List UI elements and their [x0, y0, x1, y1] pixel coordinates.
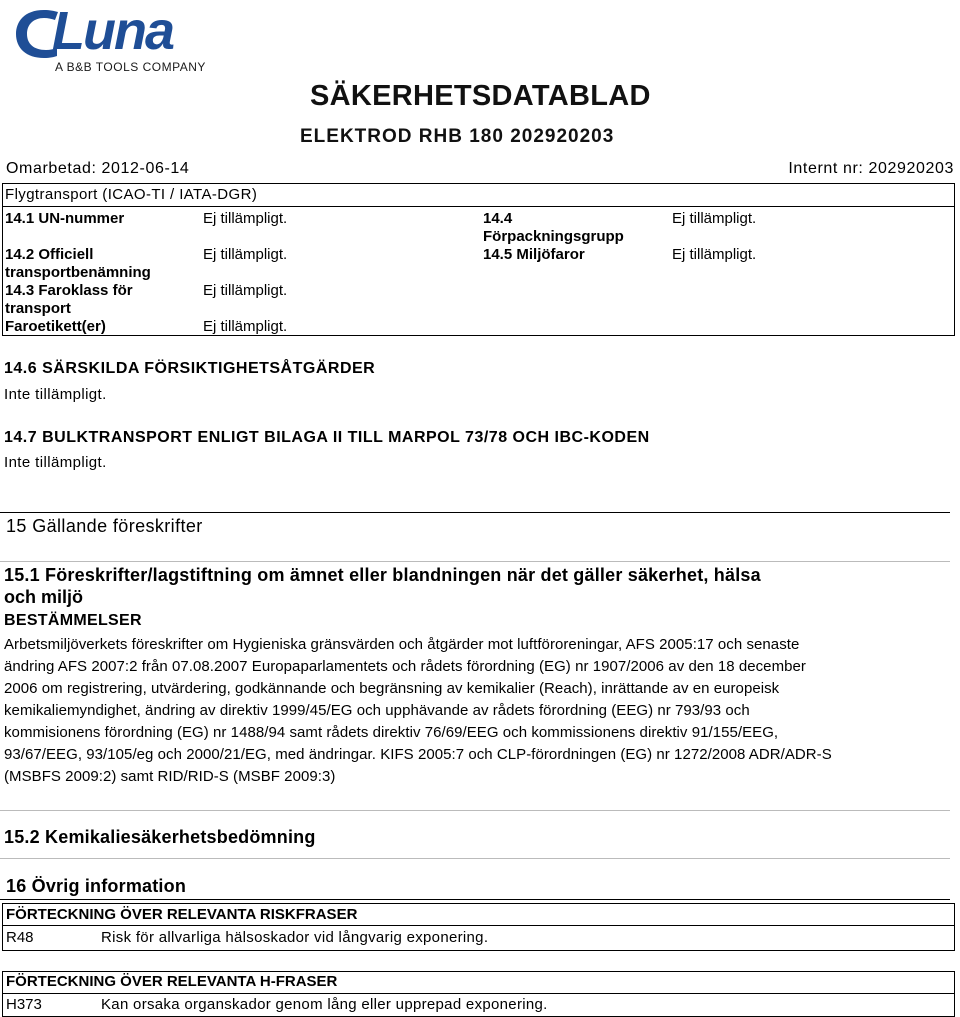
risk-phrase-code: R48: [6, 929, 34, 946]
h-phrase-text: Kan orsaka organskador genom lång eller upprepad exponering.: [101, 996, 548, 1013]
shipping-name-value: Ej tillämpligt.: [203, 246, 288, 263]
section-14-6-text: Inte tillämpligt.: [4, 386, 107, 403]
shipping-name-label: 14.2 Officiell transportbenämning: [5, 246, 151, 281]
regulations-line: Arbetsmiljöverkets föreskrifter om Hygieniska gränsvärden och åtgärder mot luftföroreningar, AFS 2005:17 och senaste: [4, 636, 800, 653]
revised-date: Omarbetad: 2012-06-14: [6, 160, 190, 177]
hazard-label-label: Faroetikett(er): [5, 318, 106, 335]
divider: [2, 206, 955, 207]
section-14-7-text: Inte tillämpligt.: [4, 454, 107, 471]
hazard-class-value: Ej tillämpligt.: [203, 282, 288, 299]
regulations-line: ändring AFS 2007:2 från 07.08.2007 Europaparlamentets och rådets förordning (EG) nr 1907/2006 av den 18 december: [4, 658, 806, 675]
section-15-heading: 15 Gällande föreskrifter: [6, 516, 203, 536]
divider: [2, 993, 955, 994]
hazard-label-value: Ej tillämpligt.: [203, 318, 288, 335]
h-phrases-heading: FÖRTECKNING ÖVER RELEVANTA H-FRASER: [6, 973, 338, 990]
section-15-1-heading-line2: och miljö: [4, 587, 84, 607]
section-15-1-heading-line1: 15.1 Föreskrifter/lagstiftning om ämnet eller blandningen när det gäller säkerhet, hälsa: [4, 565, 761, 585]
divider: [0, 512, 950, 513]
env-hazard-value: Ej tillämpligt.: [672, 246, 757, 263]
regulations-line: 93/67/EEG, 93/105/eg och 2000/21/EG, med ändringar. KIFS 2005:7 och CLP-förordningen (EG) nr 1272/2008 ADR/ADR-S: [4, 746, 832, 763]
document-title: SÄKERHETSDATABLAD: [310, 80, 651, 112]
section-14-6-heading: 14.6 SÄRSKILDA FÖRSIKTIGHETSÅTGÄRDER: [4, 360, 376, 377]
section-16-heading: 16 Övrig information: [6, 876, 187, 896]
divider: [0, 899, 950, 900]
hazard-class-label: 14.3 Faroklass för transport: [5, 282, 133, 317]
regulations-text: [4, 634, 954, 788]
divider: [0, 810, 950, 811]
section-15-2-heading: 15.2 Kemikaliesäkerhetsbedömning: [4, 827, 316, 847]
env-hazard-label: 14.5 Miljöfaror: [483, 246, 585, 263]
un-number-value: Ej tillämpligt.: [203, 210, 288, 227]
packing-group-label: 14.4 Förpackningsgrupp: [483, 210, 624, 245]
section-14-7-heading: 14.7 BULKTRANSPORT ENLIGT BILAGA II TILL MARPOL 73/78 OCH IBC-KODEN: [4, 429, 650, 446]
risk-phrase-text: Risk för allvarliga hälsoskador vid långvarig exponering.: [101, 929, 489, 946]
regulations-line: kemikaliemyndighet, ändring av direktiv 1999/45/EG och upphävande av rådets förordning (EEG) nr 793/93 och: [4, 702, 750, 719]
regulations-line: 2006 om registrering, utvärdering, godkännande och begränsning av kemikalier (Reach), inrättande av en europeisk: [4, 680, 780, 697]
regulations-line: (MSBFS 2009:2) samt RID/RID-S (MSBF 2009:3): [4, 768, 336, 785]
divider: [0, 561, 950, 562]
air-transport-heading: Flygtransport (ICAO-TI / IATA-DGR): [5, 186, 258, 203]
divider: [0, 858, 950, 859]
regulations-line: kommisionens förordning (EG) nr 1488/94 samt rådets direktiv 76/69/EEG och kommissionens direktiv 91/155/EEG,: [4, 724, 779, 741]
risk-phrases-heading: FÖRTECKNING ÖVER RELEVANTA RISKFRASER: [6, 906, 358, 923]
un-number-label: 14.1 UN-nummer: [5, 210, 125, 227]
internal-number: Internt nr: 202920203: [788, 160, 954, 177]
divider: [2, 925, 955, 926]
logo-wordmark: Luna: [52, 1, 173, 61]
h-phrase-code: H373: [6, 996, 42, 1013]
regulations-heading: BESTÄMMELSER: [4, 612, 142, 629]
packing-group-value: Ej tillämpligt.: [672, 210, 757, 227]
product-name: ELEKTROD RHB 180 202920203: [300, 126, 615, 147]
logo-tagline: A B&B TOOLS COMPANY: [55, 60, 206, 74]
